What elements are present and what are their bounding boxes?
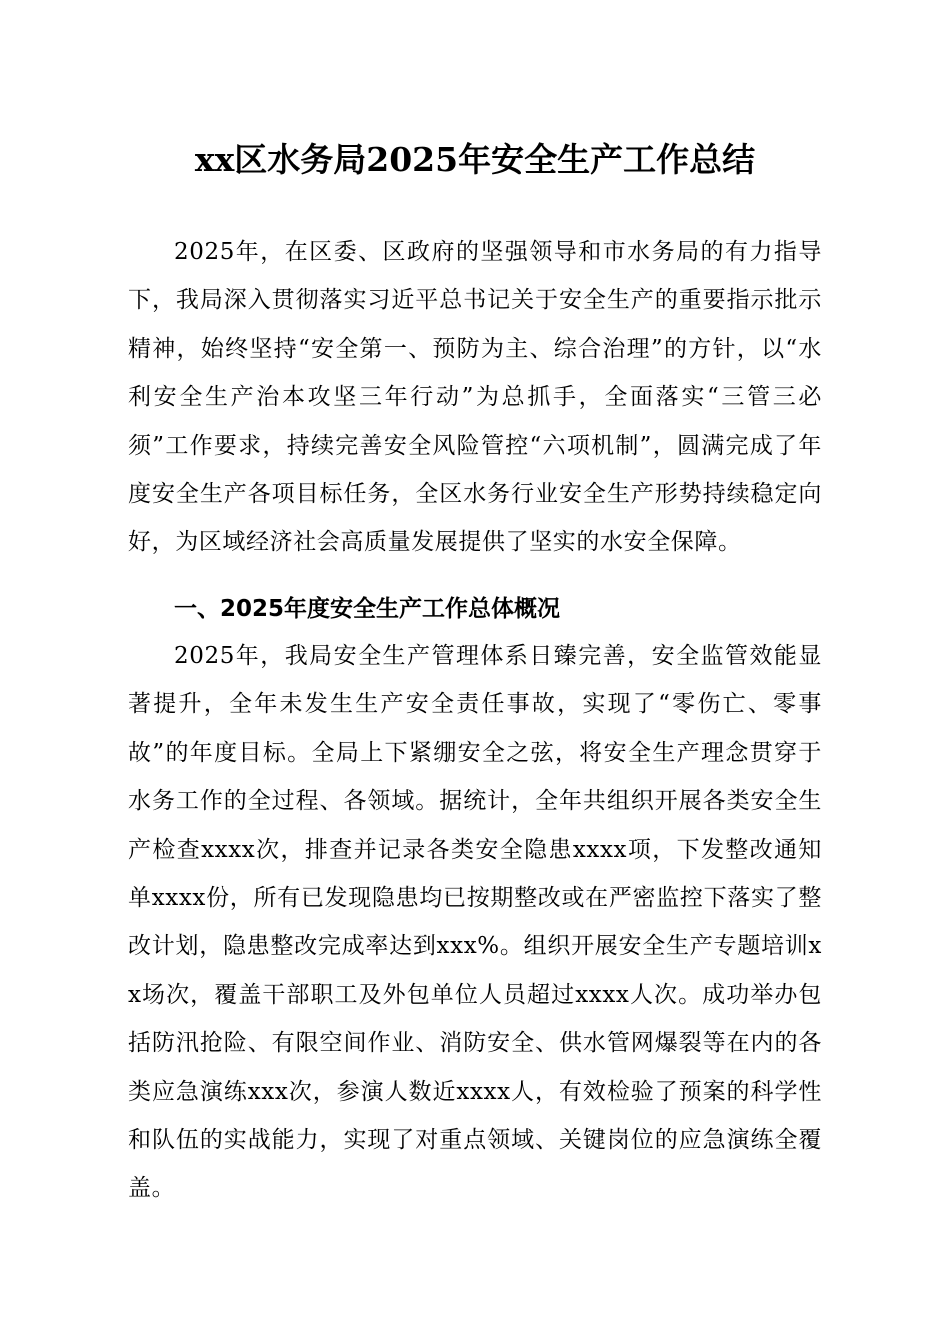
intro-paragraph: 2025年，在区委、区政府的坚强领导和市水务局的有力指导下，我局深入贯彻落实习近平总书记关于安全生产的重要指示批示精神，始终坚持“安全第一、预防为主、综合治理”的方针，以“水利安全生产治本攻坚三年行动”为总抓手，全面落实“三管三必须”工作要求，持续完善安全风险管控“六项机制”，圆满完成了年度安全生产各项目标任务，全区水务行业安全生产形势持续稳定向好，为区域经济社会高质量发展提供了坚实的水安全保障。 (128, 239, 822, 556)
overview-paragraph: 2025年，我局安全生产管理体系日臻完善，安全监管效能显著提升，全年未发生生产安全责任事故，实现了“零伤亡、零事故”的年度目标。全局上下紧绷安全之弦，将安全生产理念贯穿于水务工作的全过程、各领域。据统计，全年共组织开展各类安全生产检查xxxx次，排查并记录各类安全隐患xxxx项，下发整改通知单xxxx份，所有已发现隐患均已按期整改或在严密监控下落实了整改计划，隐患整改完成率达到xxx%。组织开展安全生产专题培训xx场次，覆盖干部职工及外包单位人员超过xxxx人次。成功举办包括防汛抢险、有限空间作业、消防安全、供水管网爆裂等在内的各类应急演练xxx次，参演人数近xxxx人，有效检验了预案的科学性和队伍的实战能力，实现了对重点领域、关键岗位的应急演练全覆盖。 (128, 643, 822, 1202)
document-title: xx区水务局2025年安全生产工作总结 (194, 140, 756, 179)
section-heading-overview: 一、2025年度安全生产工作总体概况 (174, 596, 561, 622)
